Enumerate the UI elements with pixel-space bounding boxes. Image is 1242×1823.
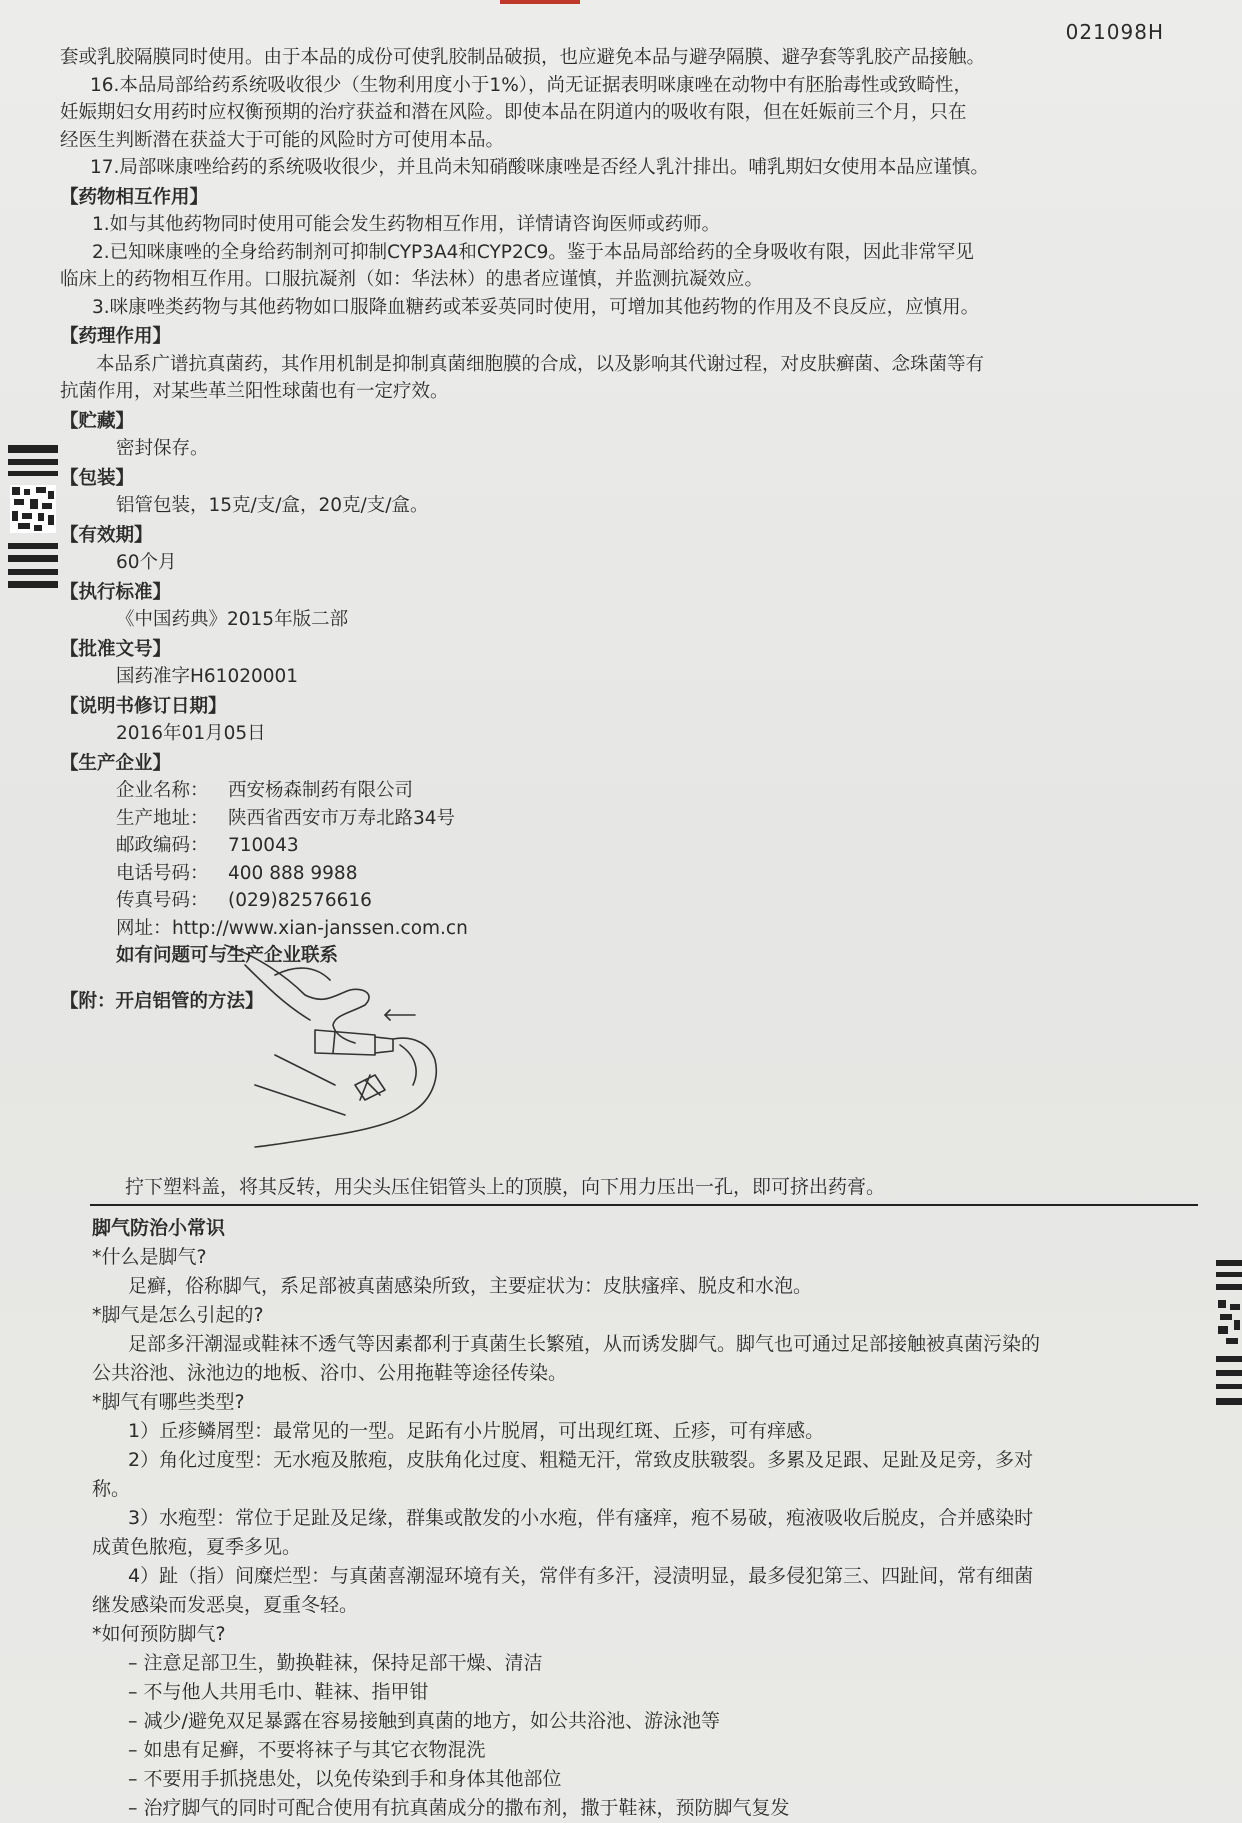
tips-question: *脚气有哪些类型? [92,1391,245,1413]
tips-line: 称。 [92,1478,131,1500]
row-label: 网址： [116,917,172,939]
precaution-line: 17.局部咪康唑给药的系统吸收很少，并且尚未知硝酸咪康唑是否经人乳汁排出。哺乳期妇女使用本品应谨慎。 [90,157,989,178]
row-value: 710043 [228,835,299,856]
tips-line: 公共浴池、泳池边的地板、浴巾、公用拖鞋等途径传染。 [92,1362,568,1384]
tips-bullet: – 不与他人共用毛巾、鞋袜、指甲钳 [128,1681,429,1703]
validity-heading: 【有效期】 [60,524,153,546]
row-label: 传真号码： [116,890,209,911]
storage-heading: 【贮藏】 [60,410,135,432]
contact-note: 如有问题可与生产企业联系 [116,945,339,966]
row-value: 西安杨森制药有限公司 [228,780,414,801]
row-label: 电话号码： [116,862,209,884]
qr-code-left [8,445,58,590]
manufacturer-row [60,887,1190,915]
pharmacology-heading: 【药理作用】 [60,326,172,347]
appendix-heading: 【附：开启铝管的方法】 [60,990,264,1012]
tips-bullet: – 不要用手抓挠患处，以免传染到手和身体其他部位 [128,1768,562,1790]
tips-section [92,1214,1200,1823]
tips-question: *如何预防脚气? [92,1623,226,1645]
precaution-line: 妊娠期妇女用药时应权衡预期的治疗获益和潜在风险。即使本品在阴道内的吸收有限，但在妊娠前三个月，只在 [60,102,967,123]
tips-line: 2）角化过度型：无水疱及脓疱，皮肤角化过度、粗糙无汗，常致皮肤皲裂。多累及足跟、足趾及足旁，多对 [128,1449,1034,1471]
tips-bullet: – 如患有足癣，不要将袜子与其它衣物混洗 [128,1739,486,1761]
approval-heading: 【批准文号】 [60,638,172,660]
appendix-caption: 拧下塑料盖，将其反转，用尖头压住铝管头上的顶膜，向下用力压出一孔，即可挤出药膏。 [125,1176,886,1198]
precaution-line: 套或乳胶隔膜同时使用。由于本品的成份可使乳胶制品破损，也应避免本品与避孕隔膜、避孕套等乳胶产品接触。 [60,47,986,68]
revision-heading: 【说明书修订日期】 [60,695,227,717]
manufacturer-row [60,832,1190,860]
standard-value: 《中国药典》2015年版二部 [116,609,349,630]
precaution-line: 经医生判断潜在获益大于可能的风险时方可使用本品。 [60,129,505,151]
tips-line: 足部多汗潮湿或鞋袜不透气等因素都利于真菌生长繁殖，从而诱发脚气。脚气也可通过足部接触被真菌污染的 [128,1333,1041,1355]
tips-title: 脚气防治小常识 [92,1217,226,1239]
pharmacology-line: 抗菌作用，对某些革兰阳性球菌也有一定疗效。 [60,381,449,402]
precaution-line: 16.本品局部给药系统吸收很少（生物利用度小于1%），尚无证据表明咪康唑在动物中有胚胎毒性或致畸性， [90,74,973,96]
tips-bullet: – 注意足部卫生，勤换鞋袜，保持足部干燥、清洁 [128,1652,543,1674]
manufacturer-row [60,860,1190,888]
tips-line: 4）趾（指）间糜烂型：与真菌喜潮湿环境有关，常伴有多汗，浸渍明显，最多侵犯第三、四趾间，常有细菌 [128,1565,1034,1587]
tips-line: 3）水疱型：常位于足趾及足缘，群集或散发的小水疱，伴有瘙痒，疱不易破，疱液吸收后脱皮，合并感染时 [128,1507,1034,1529]
row-label: 邮政编码： [116,835,209,856]
tips-line: 足癣，俗称脚气，系足部被真菌感染所致，主要症状为：皮肤瘙痒、脱皮和水泡。 [128,1275,813,1297]
row-label: 企业名称： [116,780,209,801]
tips-question: *脚气是怎么引起的? [92,1304,264,1326]
validity-value: 60个月 [116,552,177,573]
manufacturer-row [60,805,1190,833]
storage-value: 密封保存。 [116,438,209,459]
interactions-line: 临床上的药物相互作用。口服抗凝剂（如：华法林）的患者应谨慎，并监测抗凝效应。 [60,269,764,290]
tube-opening-illustration [215,935,475,1150]
manufacturer-heading: 【生产企业】 [60,752,172,774]
row-label: 生产地址： [116,807,209,829]
tips-line: 1）丘疹鳞屑型：最常见的一型。足跖有小片脱屑，可出现红斑、丘疹，可有痒感。 [128,1420,825,1442]
manufacturer-row [60,777,1190,805]
tips-bullet: – 治疗脚气的同时可配合使用有抗真菌成分的撒布剂，撒于鞋袜，预防脚气复发 [128,1797,790,1819]
row-value: 陕西省西安市万寿北路34号 [228,807,456,829]
tips-question: *什么是脚气? [92,1246,207,1268]
pharmacology-line: 本品系广谱抗真菌药，其作用机制是抑制真菌细胞膜的合成，以及影响其代谢过程，对皮肤癣菌、念珠菌等有 [96,353,985,375]
interactions-line: 3.咪康唑类药物与其他药物如口服降血糖药或苯妥英同时使用，可增加其他药物的作用及不良反应，应慎用。 [92,296,980,318]
revision-value: 2016年01月05日 [116,723,266,744]
interactions-heading: 【药物相互作用】 [60,186,209,208]
qr-code-right [1212,1260,1242,1410]
package-value: 铝管包装，15克/支/盒，20克/支/盒。 [116,495,429,516]
document-code: 021098H [1065,20,1164,44]
row-value: (029)82576616 [228,890,372,911]
row-value: 400 888 9988 [228,862,358,884]
section-divider [90,1204,1198,1206]
approval-value: 国药准字H61020001 [116,666,299,687]
website-link[interactable]: http://www.xian-janssen.com.cn [172,917,468,939]
upper-content [60,44,1190,1015]
top-color-mark [500,0,580,4]
tips-line: 成黄色脓疱，夏季多见。 [92,1536,302,1558]
tips-line: 继发感染而发恶臭，夏重冬轻。 [92,1594,359,1616]
package-heading: 【包装】 [60,467,135,489]
tips-bullet: – 减少/避免双足暴露在容易接触到真菌的地方，如公共浴池、游泳池等 [128,1710,720,1732]
standard-heading: 【执行标准】 [60,581,172,603]
interactions-line: 2.已知咪康唑的全身给药制剂可抑制CYP3A4和CYP2C9。鉴于本品局部给药的全身吸收有限，因此非常罕见 [92,241,974,263]
interactions-line: 1.如与其他药物同时使用可能会发生药物相互作用，详情请咨询医师或药师。 [92,214,721,235]
